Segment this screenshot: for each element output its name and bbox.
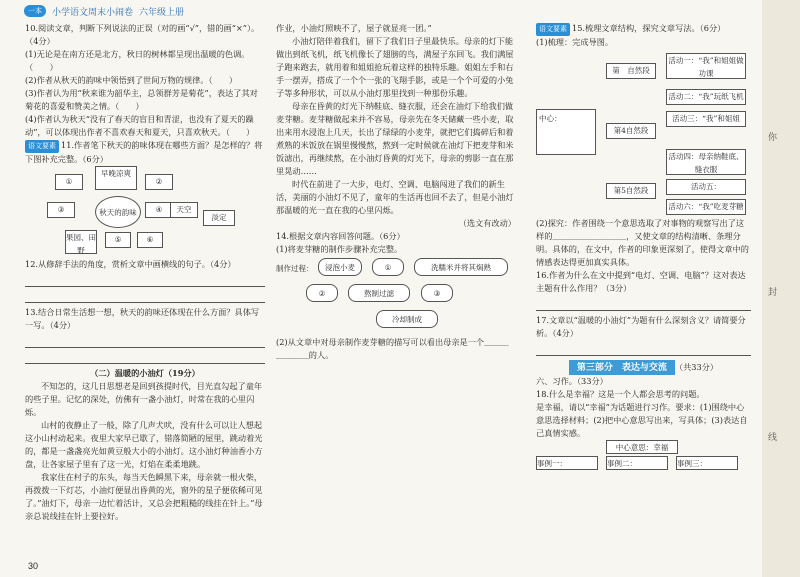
diagram-node-2: ① xyxy=(55,174,83,190)
q18-title: 18.什么是幸福？这是一个人都会思考的问题。 xyxy=(536,389,705,399)
q11-title: 11.作者笔下秋天的韵味体现在哪些方面？是怎样的？将下图补充完整。（6分） xyxy=(25,140,263,164)
passage-2-para-7: 时代在前进了一大步，电灯、空调、电脑闯进了我们的新生活，美丽的小油灯不见了，童年的生活再也回不去了，但是小油灯那温暖的光一直在我的心里闪烁。 xyxy=(276,179,514,215)
passage-2-para-2: 山村的夜静止了一般，除了几声犬吠，没有什么可以让人想起这小山村动起来。夜里大家早已歇了，错落简陋的屋里，跳动着光的，都是一盏盏亮光如黄豆般大小的小油灯。这小油灯种油香小方盘，让各家屋子里有了这一光，灯焰在柔柔地跳。 xyxy=(25,420,263,469)
answer-line[interactable] xyxy=(536,343,751,356)
binding-char-1: 你 xyxy=(768,133,778,143)
page-number: 30 xyxy=(28,561,39,571)
q18-example-1: 事例一： xyxy=(536,456,598,470)
q18-center-box: 中心意思：幸福 xyxy=(606,440,678,454)
page-header xyxy=(24,4,184,18)
passage-2-para-4: 作业，小油灯照映不了，屋子就显亮一团。” xyxy=(276,23,432,33)
q10-item-2: (2)作者从秋天的韵味中领悟到了世间万物的规律。（ ） xyxy=(25,75,238,85)
q15-item-1: (1)梳理：完成导图。 xyxy=(536,37,614,47)
q15-title: 15.梳理文章结构，探究文章写法。（6分） xyxy=(572,23,726,33)
q14-item-1: (1)将麦芽糖的制作步骤补充完整。 xyxy=(276,244,403,254)
diagram-node-10: 淡定 xyxy=(203,210,235,226)
mindmap-activity-1: 活动一：“我”和姐姐做功课 xyxy=(666,53,746,79)
flow-step-6: ③ xyxy=(421,284,453,302)
series-title: 小学语文周末小闹卷 xyxy=(52,6,134,17)
q13-title: 13.结合日常生活想一想，秋天的韵味还体现在什么方面？具体写一写。（4分） xyxy=(25,307,260,330)
mindmap-activity-2: 活动二：“我”玩纸飞机 xyxy=(666,89,746,105)
flow-step-1: 浸泡小麦 xyxy=(318,258,362,276)
passage-2-para-1: 不知怎的，这几日思想老是回到孩提时代，目光直勾起了童年的些子里。记忆的深处，仿佛有一盏小油灯，时常在我的心里闪烁。 xyxy=(25,381,263,417)
q17-title: 17.文章以“温暖的小油灯”为题有什么深刻含义？请简要分析。（4分） xyxy=(536,315,746,338)
q15-tag: 语文要素 xyxy=(536,23,570,36)
diagram-node-1: 早晚凉爽 xyxy=(95,166,137,190)
mindmap-section-1: 第 自然段 xyxy=(606,63,656,79)
q18-example-3: 事例三： xyxy=(676,456,738,470)
passage-2-para-3: 我家住在村子的东头，每当天色瞬黑下来，母亲就一根火柴，再拨拨一下灯芯，小油灯便显出昏黄的光，窗外的星子便依稀可见了。”油灯下，母亲一边忙着活计，又总会把粗糙的线挂在针上。”母亲总说线挂在针上要拉好。 xyxy=(25,472,263,521)
answer-line[interactable] xyxy=(536,298,751,311)
diagram-node-4: ③ xyxy=(47,202,75,218)
diagram-node-6: 天空 xyxy=(170,202,198,218)
q18-prompt: 是幸福，请以“幸福”为话题进行习作。要求：(1)围绕中心意思选择材料；(2)把中心意思写出来，写具体；(3)表达自己真情实感。 xyxy=(536,402,748,438)
q12-title: 12.从修辞手法的角度，赏析文章中画横线的句子。（4分） xyxy=(25,259,236,269)
part3-banner: 第三部分 表达与交流 xyxy=(569,360,675,375)
q18-diagram xyxy=(536,440,751,470)
q10-item-3: (3)作者认为用“秋来谁为韶华主，总领群芳是菊花”，表达了其对菊花的喜爱和赞美之情。（ ） xyxy=(25,88,258,111)
mindmap-section-2: 第4自然段 xyxy=(606,123,656,139)
flow-step-5: 熬制过滤 xyxy=(348,284,410,302)
diagram-node-9: ⑥ xyxy=(137,232,163,248)
column-left xyxy=(25,22,265,523)
column-middle xyxy=(276,22,516,362)
section-6-title: 六、习作。（33分） xyxy=(536,376,608,386)
flow-step-3: 洗糯米并将其焖熟 xyxy=(414,258,508,276)
part3-score: （共33分） xyxy=(674,362,719,372)
passage-2-title: （二）温暖的小油灯（19分） xyxy=(90,368,200,378)
mindmap-section-3: 第5自然段 xyxy=(606,183,656,199)
q14-title: 14.根据文章内容回答问题。（6分） xyxy=(276,231,405,241)
passage-source: （选文有改动） xyxy=(458,218,516,228)
answer-line[interactable] xyxy=(25,351,265,364)
mindmap-activity-4: 活动四：母亲纳鞋底、缝衣服 xyxy=(666,149,746,175)
q15-mindmap xyxy=(536,49,751,217)
column-right xyxy=(536,22,751,470)
binding-char-3: 线 xyxy=(768,433,778,443)
mindmap-activity-5: 活动五： xyxy=(666,179,746,195)
q11-tag: 语文要素 xyxy=(25,140,59,153)
q16-title: 16.作者为什么在文中提到“电灯、空调、电脑”？这对表达主题有什么作用？（3分） xyxy=(536,270,746,293)
mindmap-activity-3: 活动三：“我”和姐姐 xyxy=(666,111,746,127)
q10-title: 10.阅读文章，判断下列说法的正误（对的画“√”，错的画“×”）。（4分） xyxy=(25,23,260,46)
diagram-node-3: ② xyxy=(145,174,173,190)
q15-item-2: (2)探究：作者围绕一个意思选取了对事物的观察写出了这样的＿＿＿＿＿＿＿＿＿，又使文章的结构清晰、条理分明。具体的，在文中，作者的印象更深刻了，使得文章中的情感表达得更加真实具体。 xyxy=(536,218,749,267)
q11-diagram xyxy=(25,166,265,258)
mindmap-activity-6: 活动六：“我”吃麦芽糖 xyxy=(666,199,746,215)
diagram-center: 秋天的韵味 xyxy=(95,196,141,228)
flow-label: 制作过程： xyxy=(276,264,314,273)
q14-item-2: (2)从文章中对母亲制作麦芽糖的描写可以看出母亲是一个＿＿＿＿＿＿＿的人。 xyxy=(276,337,509,360)
grade-label: 六年级上册 xyxy=(139,6,185,17)
diagram-node-7: 果园、田野 xyxy=(65,230,97,254)
q14-flowchart xyxy=(276,256,516,336)
answer-line[interactable] xyxy=(25,290,265,303)
answer-line[interactable] xyxy=(25,335,265,348)
flow-step-4: ② xyxy=(306,284,338,302)
q18-example-2: 事例二： xyxy=(606,456,668,470)
flow-step-2: ① xyxy=(372,258,404,276)
q10-item-4: (4)作者认为秋天“没有了春天的盲目和青涩，也没有了夏天的躁动”，可以体现出作者不喜欢春天和夏天，只喜欢秋天。（ ） xyxy=(25,114,255,137)
answer-line[interactable] xyxy=(25,274,265,287)
mindmap-center: 中心： xyxy=(536,109,596,155)
passage-2-para-6: 母亲在昏黄的灯光下纳鞋底、缝衣服，还会在油灯下给我们做麦芽糖。麦芽糖做起来并不容易，母亲先在冬天储藏一些小麦，取出来用水浸泡上几天，长出了绿绿的小麦芽，就把它们捣碎后和着煮熟的米饭放在锅里慢慢熬，熬到一定时候就在油灯下把麦芽和米饭滤出，再继续熬，在小油灯昏黄的灯光下，母亲的剪影一直在那里晃动…… xyxy=(276,101,514,176)
binding-char-2: 封 xyxy=(768,288,778,298)
passage-2-para-5: 小油灯陪伴着我们，留下了我们日子里最快乐。母亲的灯下能做出到纸飞机，纸飞机像长了翅膀的鸟，满屋子东回飞。我们满屋子跑来跑去，就用着和姐姐抢玩着这样的独特乐趣。姐姐左手和右手一摆弄，搭成了一个个一张的飞翔手影，或是一个个可爱的小兔子等多种形状，可以从小油灯那里找到一种那份乐趣。 xyxy=(276,36,514,98)
q10-item-1: (1)无论是在南方还是北方，秋日的树林都呈现出温暖的色调。（ ） xyxy=(25,49,250,72)
diagram-node-5: ④ xyxy=(145,202,173,218)
flow-step-7: 冷却制成 xyxy=(376,310,438,328)
brand-logo: 一本 xyxy=(24,5,46,17)
diagram-node-8: ⑤ xyxy=(105,232,131,248)
